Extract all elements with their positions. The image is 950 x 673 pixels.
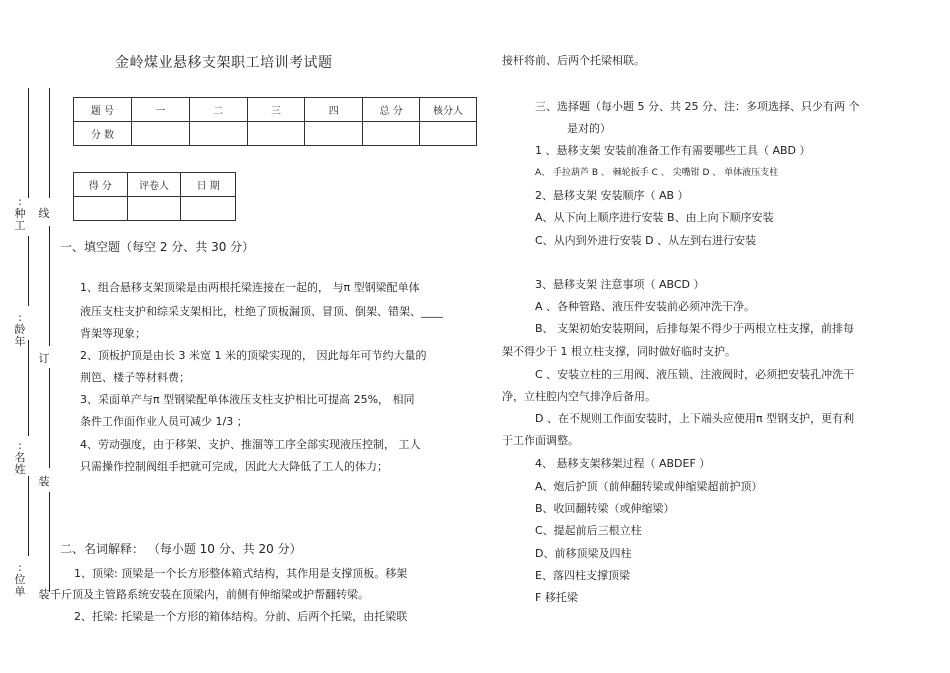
question-3-option: A 、各种管路、液压件安装前必须冲洗干净。: [535, 300, 756, 313]
score-header-cell: 总 分: [363, 98, 420, 122]
field-age: : 龄 年: [14, 311, 26, 348]
score-header-cell: 二: [189, 98, 247, 122]
section1-line: 液压支柱支护和综采支架相比，杜绝了顶板漏顶、冒顶、倒架、错架、____: [80, 305, 443, 318]
score-cell[interactable]: [247, 122, 305, 146]
section2-line: 千斤顶及主管路系统安装在顶梁内，前侧有伸缩梁或护帮翻转梁。: [50, 588, 369, 601]
section2-line: 1、顶梁: 顶梁是一个长方形整体箱式结构，其作用是支撑顶板。移架: [74, 567, 408, 580]
score-row-label: 分 数: [74, 122, 132, 146]
grader-header-cell: 评卷人: [127, 173, 181, 197]
grader-header-cell: 得 分: [74, 173, 128, 197]
section2-heading: 二、名词解释： （每小题 10 分、共 20 分）: [60, 542, 302, 556]
question-3-option: C 、安装立柱的三用阀、液压锁、注液阀时，必须把安装孔冲洗干: [535, 368, 855, 381]
section1-line: 3、采面单产与π 型钢梁配单体液压支柱支护相比可提高 25%， 相同: [80, 393, 415, 406]
question-3-option: 架不得少于 1 根立柱支撑，同时做好临时支护。: [502, 345, 736, 358]
question-4: 4、 悬移支架移架过程（ ABDEF ）: [535, 457, 711, 470]
section1-line: 背架等现象；: [80, 327, 146, 340]
grader-cell[interactable]: [181, 197, 236, 221]
question-4-option: E、落四柱支撑顶梁: [535, 569, 630, 582]
question-3-option: 净，立柱腔内空气排净后备用。: [502, 390, 656, 403]
question-2: 2、悬移支架 安装顺序（ AB ）: [535, 189, 689, 202]
score-cell[interactable]: [363, 122, 420, 146]
section1-line: 荆笆、楼子等材料费；: [80, 371, 190, 384]
section3-heading-cont: 是对的）: [567, 122, 611, 135]
binding-mark-bind: 装: [38, 588, 50, 601]
question-4-option: D、前移顶梁及四柱: [535, 547, 632, 560]
binding-line-right: [49, 226, 50, 346]
binding-mark-bind: 装: [38, 475, 50, 488]
section1-line: 1、组合悬移支架顶梁是由两根托梁连接在一起的， 与π 型钢梁配单体: [80, 281, 420, 294]
section1-line: 条件工作面作业人员可减少 1/3 ；: [80, 415, 248, 428]
question-2-option: A、从下向上顺序进行安装 B、由上向下顺序安装: [535, 211, 774, 224]
section3-heading: 三、选择题（每小题 5 分、共 25 分、注：多项选择、只少有两 个: [535, 100, 860, 113]
score-header-cell: 四: [305, 98, 363, 122]
section1-heading: 一、填空题（每空 2 分、共 30 分）: [60, 240, 255, 254]
grader-header-cell: 日 期: [181, 173, 236, 197]
question-4-option: A、炮后护顶（前伸翻转梁或伸缩梁超前护顶）: [535, 480, 763, 493]
field-name: : 名 姓: [14, 439, 26, 476]
score-header-cell: 三: [247, 98, 305, 122]
question-1: 1 、悬移支架 安装前准备工作有需要哪些工具（ ABD ）: [535, 144, 811, 157]
score-header-cell: 核分人: [420, 98, 477, 122]
section1-line: 4、劳动强度，由于移架、支护、推溜等工序全部实现液压控制， 工人: [80, 438, 421, 451]
question-3-option: B、 支架初始安装期间，后排每架不得少于两根立柱支撑，前排每: [535, 322, 855, 335]
grader-cell[interactable]: [127, 197, 181, 221]
binding-mark-order: 订: [38, 352, 50, 365]
question-4-option: F 移托梁: [535, 591, 578, 604]
field-worktype: : 种 工: [14, 195, 26, 232]
binding-line-left: [28, 236, 29, 306]
score-table: [73, 97, 477, 146]
binding-line-left: [28, 88, 29, 198]
binding-line-right: [49, 88, 50, 198]
score-cell[interactable]: [131, 122, 189, 146]
binding-line-right: [49, 492, 50, 592]
score-cell[interactable]: [305, 122, 363, 146]
question-2-option: C、从内到外进行安装 D 、从左到右进行安装: [535, 234, 757, 247]
field-unit: : 位 单: [14, 561, 26, 598]
continuation-text: 接杆将前、后两个托梁相联。: [502, 54, 645, 67]
question-4-option: B、收回翻转梁（或伸缩梁）: [535, 502, 675, 515]
section2-line: 2、托梁: 托梁是一个方形的箱体结构。分前、后两个托梁，由托梁联: [74, 610, 408, 623]
grader-table: [73, 172, 236, 221]
question-3: 3、悬移支架 注意事项（ ABCD ）: [535, 278, 705, 291]
question-4-option: C、提起前后三根立柱: [535, 524, 642, 537]
grader-cell[interactable]: [74, 197, 128, 221]
section1-line: 只需操作控制阀组手把就可完成，因此大大降低了工人的体力；: [80, 460, 388, 473]
score-cell[interactable]: [189, 122, 247, 146]
binding-line-left: [28, 476, 29, 556]
score-header-cell: 题 号: [74, 98, 132, 122]
page-title: 金岭煤业悬移支架职工培训考试题: [115, 55, 333, 71]
binding-line-right: [49, 368, 50, 468]
question-3-option: D 、在不规则工作面安装时，上下端头应使用π 型钢支护，更有利: [535, 412, 855, 425]
score-header-cell: 一: [131, 98, 189, 122]
question-1-options: A、 手拉葫芦 B 、 棘轮扳手 C 、 尖嘴钳 D 、 单体液压支柱: [535, 168, 779, 178]
score-cell[interactable]: [420, 122, 477, 146]
binding-line-left: [28, 340, 29, 436]
binding-mark-line: 线: [38, 207, 50, 220]
section1-line: 2、顶板护顶是由长 3 米宽 1 米的顶梁实现的， 因此每年可节约大量的: [80, 349, 427, 362]
question-3-option: 于工作面调整。: [502, 434, 579, 447]
